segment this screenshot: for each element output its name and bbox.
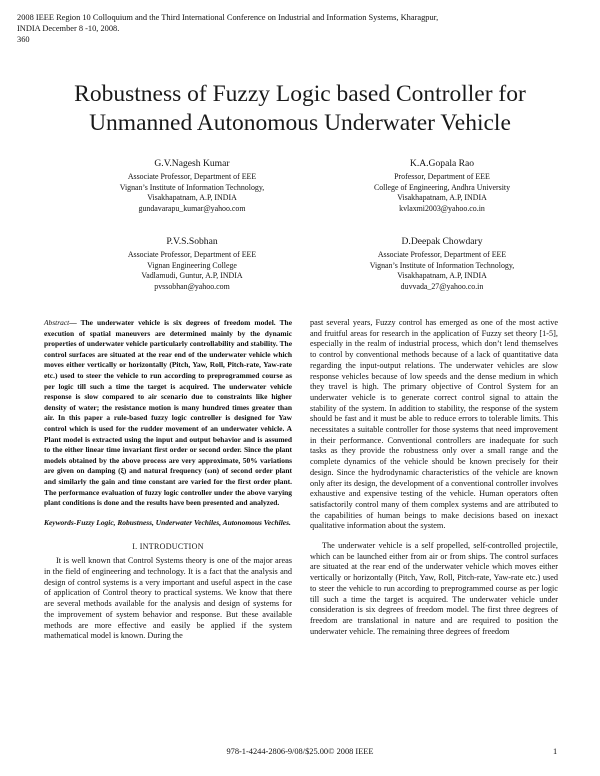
author-location: Visakhapatnam, A.P, INDIA [397,271,487,281]
author-institute: Vignan’s Institute of Information Technology, [119,182,265,192]
header-line-1: 2008 IEEE Region 10 Colloquium and the Third International Conference on Industrial and Information Systems, Kharagpur, [17,13,439,22]
conference-header [17,12,587,45]
author-institute: Vignan Engineering College [147,260,237,270]
author-block [327,235,557,292]
abstract-label: Abstract [44,318,70,327]
abstract [44,318,292,509]
author-institute: College of Engineering, Andhra University [373,182,511,192]
author-email: kvlaxmi2003@yahoo.co.in [399,203,485,213]
abstract-text: — The underwater vehicle is six degrees of freedom model. The execution of spatial maneuvers are determined mainly by the dynamic properties of underwater vehicle particularly controllability and stability. The control surfaces are situated at the rear end of the underwater vehicle which moves either vertically or horizontally (Pitch, Yaw, Roll, Pitch-rate, Yaw-rate etc.) used to steer the vehicle to run according to preprogrammed course as per logic till such a time the target is acquired. The underwater vehicle response is slow compared to air scenario due to constraints like higher density of water; the resistance motion is many hundred times greater than air. In this paper a rule-based fuzzy logic controller is designed for Yaw control which is used for the rudder movement of an underwater vehicle. A Plant model is extracted using the input and output behavior and is assumed to the either linear time invariant first order or second order. Since the plant models obtained by the above process are very approximate, 50% variations are given on damping (ξ) and natural frequency (ωn) of second order plant and similarly the gain and time constant are varied for the first order plant. The performance evaluation of fuzzy logic controller under the above varying plant conditions is done and the results have been presented and analyzed. [44,318,292,508]
right-column [310,318,558,637]
author-name: D.Deepak Chowdary [401,236,483,247]
author-email: gundavarapu_kumar@yahoo.com [138,203,246,213]
author-location: Visakhapatnam, A.P, INDIA [397,193,487,203]
author-position: Professor, Department of EEE [394,172,490,181]
footer-page-number: 1 [553,747,558,756]
paper-title [0,80,600,138]
author-block [327,157,557,214]
author-name: P.V.S.Sobhan [166,236,218,247]
left-column [44,318,292,642]
author-email: duvvada_27@yahoo.co.in [400,281,484,291]
author-block [77,157,307,214]
intro-paragraph-continued: past several years, Fuzzy control has emerged as one of the most active and fruitful areas for research in the application of Fuzzy set theory [1-5], especially in the realm of industrial process, which don’t lend themselves to control by conventional methods because of a lack of quantitative data regarding the input-output relations. The underwater vehicles are slow response vehicles because of low speeds and the dense medium in which they travel is high. The primary objective of Control System for an underwater vehicle is to generate correct control signal to attain the stability of the system. In addition to stability, the response of the system should be fast and it must be able to reduce errors to tolerable limits. This necessitates a suitable controller for those systems that need improvement in their performance. Conventional controllers are inadequate for such tasks as they provide the robustness only over a small range and the complete dynamics of the vehicle should be known precisely for their design. Since the hydrodynamic characteristics of the vehicle are known only after its design, the development of a conventional controller involves exhaustive and expensive testing of the vehicle. Human operators often satisfactorily control many of them complex systems and are attributed to the capabilities of human beings to make decisions based on inexact qualitative information about the system. [310,318,558,531]
title-line-1: Robustness of Fuzzy Logic based Controller for [74,81,526,107]
header-line-2: INDIA December 8 -10, 2008. [17,24,120,33]
author-name: K.A.Gopala Rao [409,158,475,169]
author-position: Associate Professor, Department of EEE [127,250,257,259]
header-page-number: 360 [17,35,30,44]
author-position: Associate Professor, Department of EEE [127,172,257,181]
author-email: pvssobhan@yahoo.com [154,281,230,291]
author-location: Visakhapatnam, A.P, INDIA [147,193,237,203]
title-line-2: Unmanned Autonomous Underwater Vehicle [89,110,511,136]
author-position: Associate Professor, Department of EEE [377,250,507,259]
footer-isbn: 978-1-4244-2806-9/08/$25.00© 2008 IEEE [226,747,374,756]
keywords: Keywords-Fuzzy Logic, Robustness, Underwater Vechiles, Autonomous Vechiles. [44,517,291,527]
vehicle-paragraph: The underwater vehicle is a self propelled, self-controlled projectile, which can be launched either from air or from ships. The control surfaces are situated at the rear end of the underwater vehicle which moves either vertically or horizontally (Pitch, Yaw, Roll, Pitch-rate, Yaw-rate etc.) used to steer the vehicle to run according to preprogrammed course as per logic till such a time the target is acquired. The underwater vehicle under consideration is six degrees of freedom model. The first three degrees of freedom are translational in nature and are required to position the underwater vehicle. The remaining three degrees of freedom [310,541,558,636]
section-heading-introduction: I. INTRODUCTION [132,542,204,552]
author-location: Vadlamudi, Guntur, A.P, INDIA [141,271,243,281]
author-name: G.V.Nagesh Kumar [154,158,230,169]
author-block [77,235,307,292]
intro-paragraph: It is well known that Control Systems theory is one of the major areas in the field of engineering and technology. It is a fact that the analysis and design of control systems is a very important and useful aspect in the case of application of Control theory to practical systems. We know that there are several methods available for the analysis and design of systems for the improvement of system behavior and response. But these available methods are more effective and easily be applied if the system mathematical model is known. During the [44,556,292,641]
author-institute: Vignan’s Institute of Information Technology, [369,260,515,270]
